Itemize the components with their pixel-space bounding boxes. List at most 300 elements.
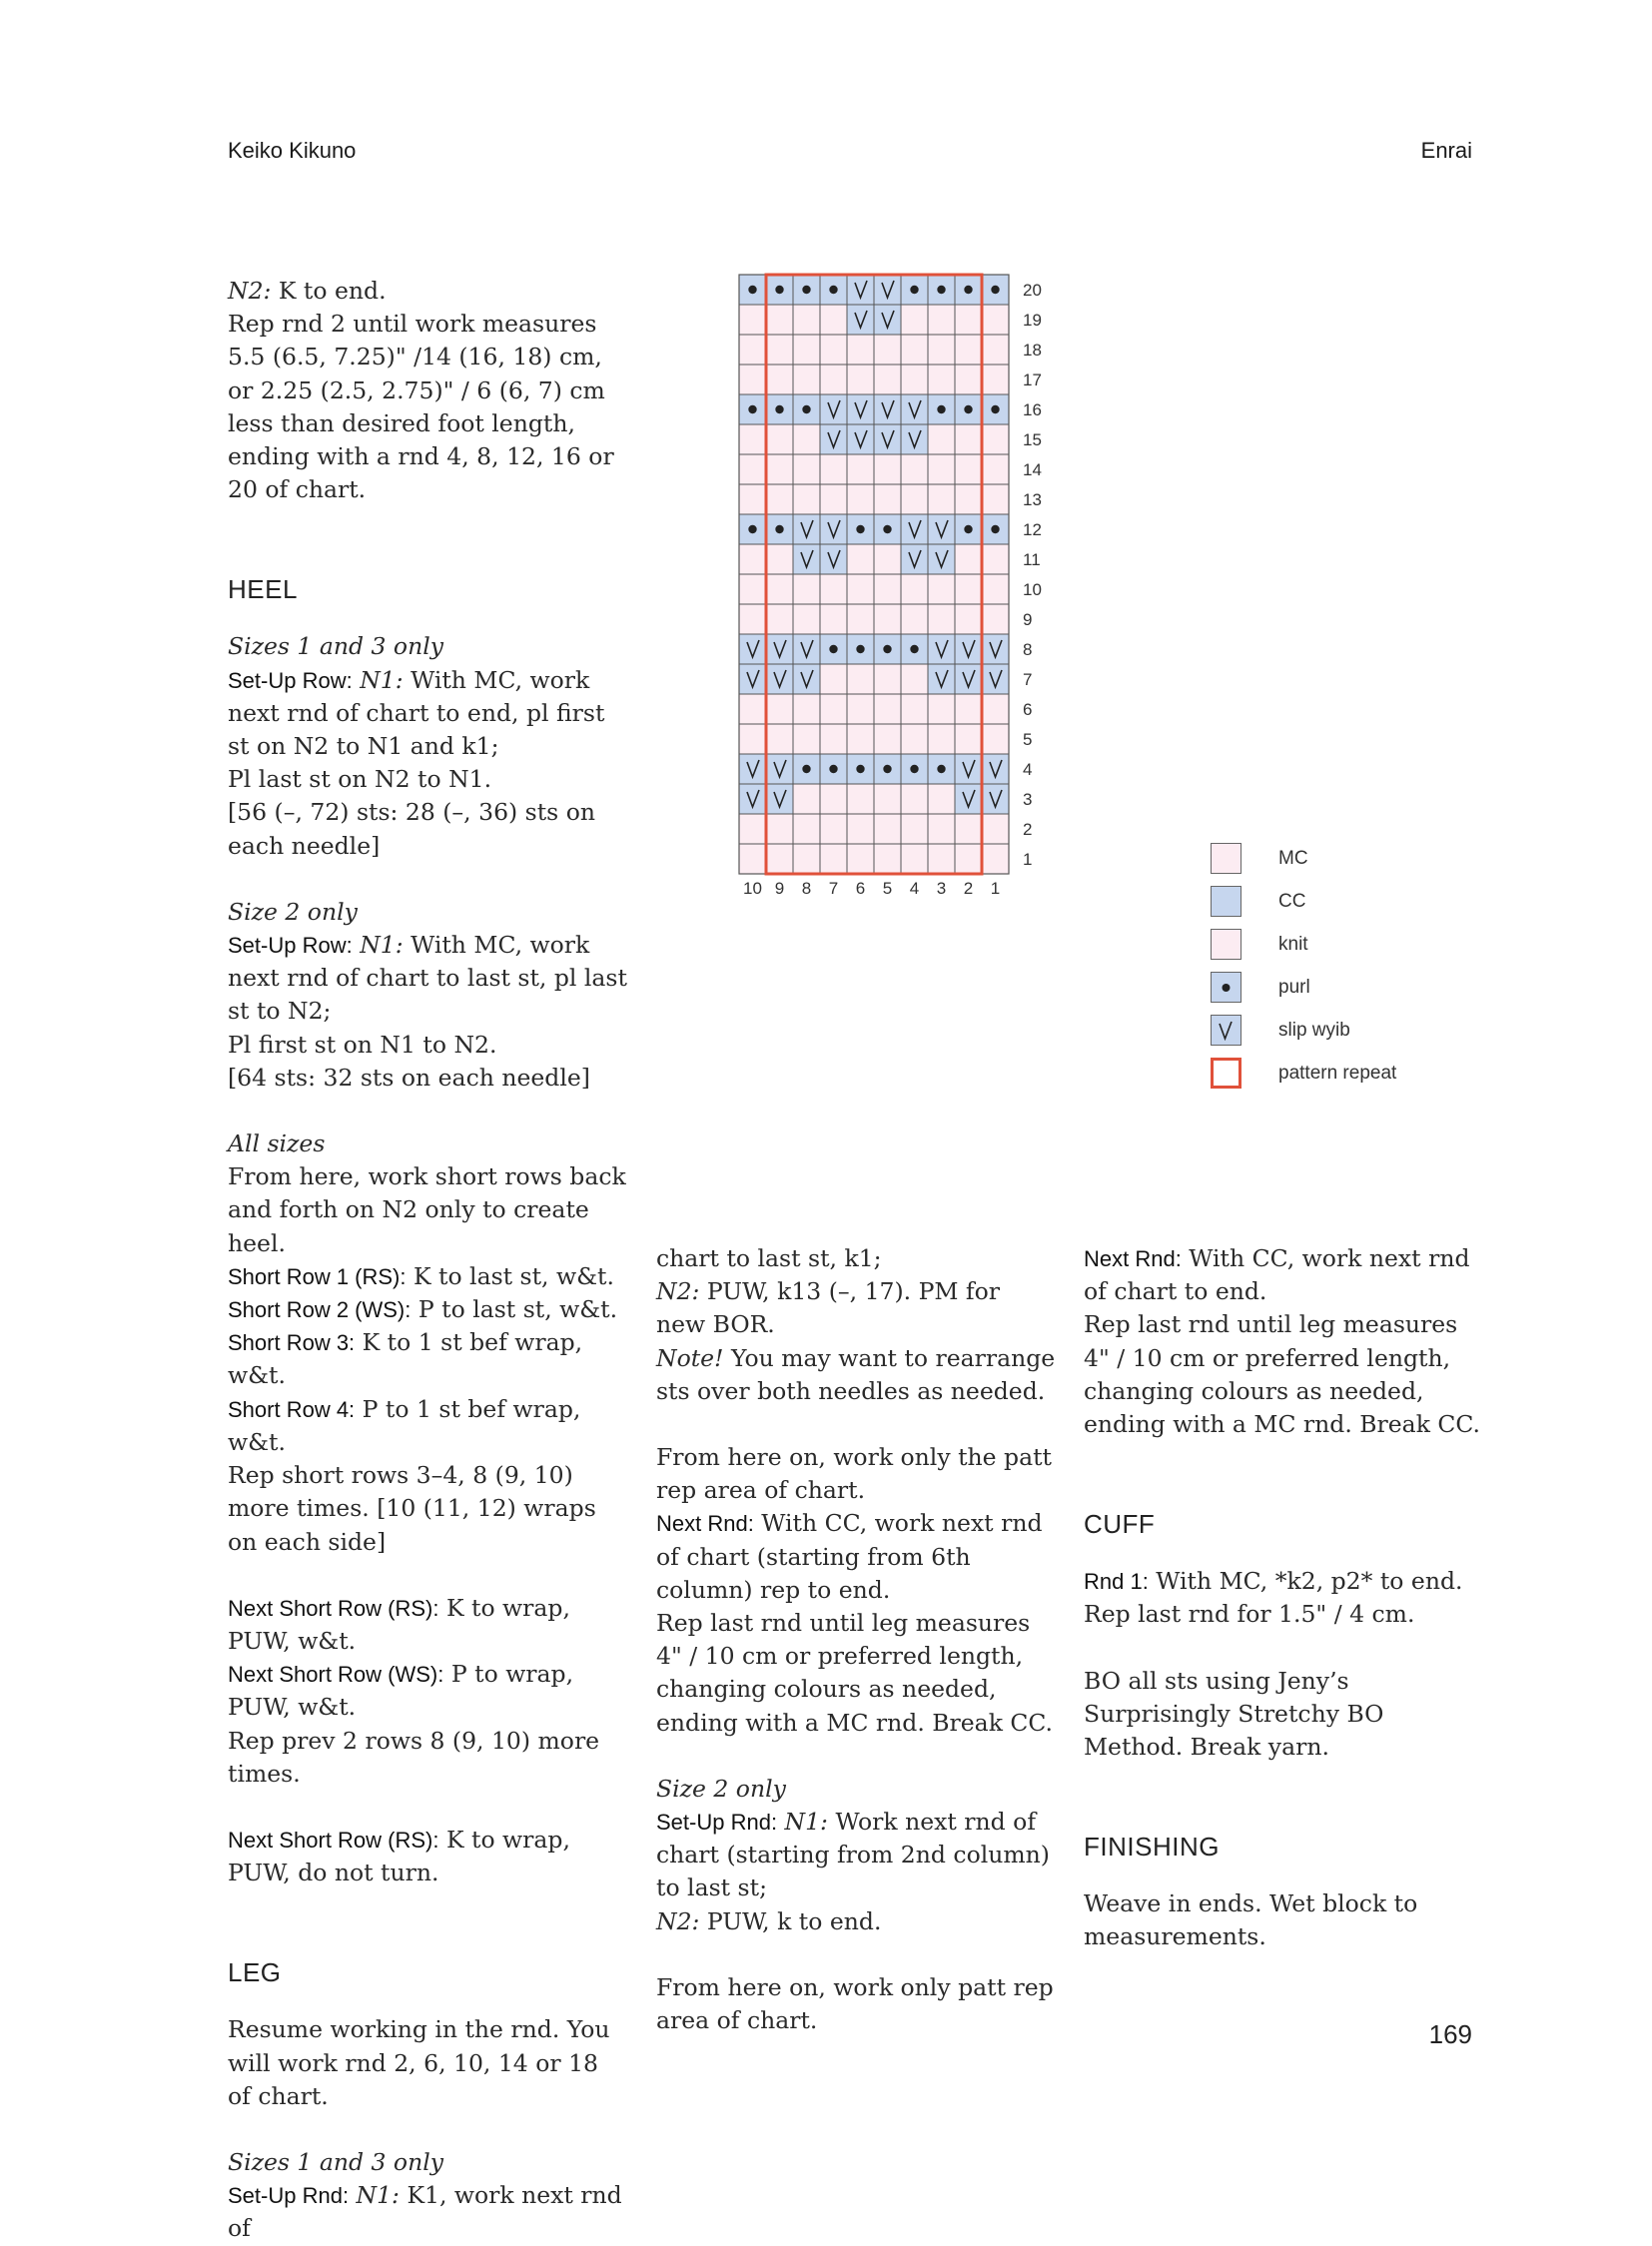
instruction-text: P to wrap, PUW, w&t. xyxy=(228,1660,574,1722)
column-number: 1 xyxy=(990,879,1001,898)
chart-cell xyxy=(901,604,928,634)
chart-cell xyxy=(766,365,793,394)
instruction-text: P to last st, w&t. xyxy=(411,1295,618,1324)
chart-cell xyxy=(928,305,955,335)
chart-cell xyxy=(901,574,928,604)
chart-cell xyxy=(955,424,982,454)
chart-cell xyxy=(901,514,928,544)
chart-cell xyxy=(766,484,793,514)
purl-dot xyxy=(856,525,864,533)
chart-cell xyxy=(820,514,847,544)
chart-cell xyxy=(874,484,901,514)
chart-cell xyxy=(874,365,901,394)
row-number: 17 xyxy=(1023,371,1042,389)
chart-cell xyxy=(847,724,874,754)
chart-cell xyxy=(820,784,847,814)
chart-cell xyxy=(955,365,982,394)
purl-dot xyxy=(775,405,783,413)
row-number: 8 xyxy=(1023,640,1033,659)
chart-cell xyxy=(982,694,1009,724)
instruction-text: Pl first st on N1 to N2. xyxy=(228,1030,497,1059)
purl-dot xyxy=(856,765,864,773)
chart-cell xyxy=(739,365,766,394)
purl-dot xyxy=(883,645,891,653)
chart-cell xyxy=(901,784,928,814)
purl-dot xyxy=(883,765,891,773)
paragraph xyxy=(228,929,627,1029)
chart-cell xyxy=(793,335,820,365)
purl-dot xyxy=(829,645,837,653)
instruction-text: chart to last st, k1; xyxy=(656,1244,882,1272)
row-number: 15 xyxy=(1023,430,1042,449)
column-number: 2 xyxy=(963,879,974,898)
chart-cell xyxy=(820,844,847,874)
chart-cell xyxy=(793,574,820,604)
paragraph xyxy=(656,1806,1056,1905)
legend-label: MC xyxy=(1278,848,1308,869)
chart-cell xyxy=(928,424,955,454)
paragraph xyxy=(228,275,627,308)
chart-cell xyxy=(847,784,874,814)
chart-cell xyxy=(793,514,820,544)
purl-swatch-icon xyxy=(1211,972,1241,1003)
purl-dot xyxy=(802,765,810,773)
chart-cell xyxy=(982,724,1009,754)
heel-heading: HEEL xyxy=(228,574,298,605)
purl-dot xyxy=(991,525,999,533)
chart-cell xyxy=(766,574,793,604)
chart-cell xyxy=(901,844,928,874)
chart-cell xyxy=(928,634,955,664)
instruction-label: Short Row 3: xyxy=(228,1330,356,1356)
needle-label: Note! xyxy=(656,1343,724,1372)
row-number: 13 xyxy=(1023,490,1042,509)
chart-cell xyxy=(982,634,1009,664)
instruction-text: Rep short rows 3–4, 8 (9, 10) more times. [10 (11, 12) wraps on each side] xyxy=(228,1461,596,1556)
chart-cell xyxy=(955,574,982,604)
instruction-text: K1, work next rnd of xyxy=(228,2181,622,2243)
chart-cell xyxy=(874,544,901,574)
chart-cell xyxy=(793,484,820,514)
chart-cell xyxy=(847,814,874,844)
instruction-label: Set-Up Rnd: xyxy=(228,2183,350,2209)
chart-cell xyxy=(820,544,847,574)
chart-cell xyxy=(901,694,928,724)
chart-cell xyxy=(739,754,766,784)
paragraph xyxy=(656,1607,1056,1740)
instruction-label: Next Short Row (WS): xyxy=(228,1662,444,1688)
purl-dot xyxy=(964,405,972,413)
instruction-text: P to 1 st bef wrap, w&t. xyxy=(228,1394,581,1456)
chart-cell xyxy=(847,544,874,574)
instruction-text: Rep rnd 2 until work measures 5.5 (6.5, 7.25)" /14 (16, 18) cm, or 2.25 (2.5, 2.75)" / 6 (6, 7) cm less than desired foot length, ending with a rnd 4, 8, 12, 16 or 20 of chart. xyxy=(228,310,614,504)
chart-cell xyxy=(955,814,982,844)
instruction-label: Short Row 2 (WS): xyxy=(228,1297,412,1323)
instruction-text: With MC, work next rnd of chart to end, pl first st on N2 to N1 and k1; xyxy=(228,665,605,761)
chart-cell xyxy=(955,484,982,514)
chart-cell xyxy=(982,664,1009,694)
paragraph xyxy=(228,308,627,506)
needle-label: N2: xyxy=(656,1906,700,1935)
chart-cell xyxy=(874,574,901,604)
instruction-text: With MC, work next rnd of chart to last st, pl last st to N2; xyxy=(228,931,627,1026)
instruction-text: You may want to rearrange sts over both needles as needed. xyxy=(656,1343,1056,1405)
chart-cell xyxy=(955,634,982,664)
chart-cell xyxy=(955,544,982,574)
leg-heading: LEG xyxy=(228,1957,282,1988)
chart-cell xyxy=(766,634,793,664)
chart-cell xyxy=(982,844,1009,874)
chart-cell xyxy=(766,814,793,844)
needle-label: N1: xyxy=(349,2181,400,2210)
paragraph xyxy=(228,1260,627,1293)
chart-cell xyxy=(955,335,982,365)
chart-cell xyxy=(820,574,847,604)
header-title: Enrai xyxy=(1420,138,1472,163)
column-number: 7 xyxy=(828,879,839,898)
chart-cell xyxy=(847,574,874,604)
chart-cell xyxy=(820,664,847,694)
paragraph xyxy=(228,1725,627,1791)
row-number: 3 xyxy=(1023,790,1033,809)
instruction-label: Next Short Row (RS): xyxy=(228,1827,439,1853)
leg-sizes-1-3-label: Sizes 1 and 3 only xyxy=(228,2147,444,2176)
slip-swatch-icon xyxy=(1211,1015,1241,1046)
instruction-text: PUW, k13 (–, 17). PM for new BOR. xyxy=(656,1277,1001,1339)
instruction-text: K to 1 st bef wrap, w&t. xyxy=(228,1328,583,1390)
chart-cell xyxy=(982,365,1009,394)
chart-cell xyxy=(739,454,766,484)
chart-cell xyxy=(766,694,793,724)
row-number: 9 xyxy=(1023,610,1033,629)
paragraph xyxy=(1084,1598,1483,1631)
legend-item-mc xyxy=(1211,843,1510,877)
chart-cell xyxy=(820,454,847,484)
purl-dot xyxy=(829,286,837,294)
instruction-label: Short Row 1 (RS): xyxy=(228,1263,407,1289)
col2-size-2-label: Size 2 only xyxy=(656,1774,786,1803)
chart-cell xyxy=(766,305,793,335)
chart-cell xyxy=(928,454,955,484)
row-number: 6 xyxy=(1023,700,1033,719)
chart-cell xyxy=(739,724,766,754)
purl-dot xyxy=(937,286,945,294)
purl-dot xyxy=(748,286,756,294)
chart-cell xyxy=(874,275,901,305)
chart-cell xyxy=(766,784,793,814)
chart-cell xyxy=(820,814,847,844)
chart-cell xyxy=(847,394,874,424)
purl-dot xyxy=(991,405,999,413)
column-2 xyxy=(656,1242,1056,2037)
row-number: 16 xyxy=(1023,400,1042,419)
chart-cell xyxy=(766,454,793,484)
chart-cell xyxy=(901,394,928,424)
chart-cell xyxy=(820,335,847,365)
row-number: 20 xyxy=(1023,281,1042,300)
purl-dot xyxy=(775,286,783,294)
chart-cell xyxy=(982,814,1009,844)
chart-cell xyxy=(874,454,901,484)
chart-cell xyxy=(874,394,901,424)
chart-cell xyxy=(793,814,820,844)
chart-cell xyxy=(928,664,955,694)
all-sizes-label: All sizes xyxy=(228,1129,326,1158)
row-number: 5 xyxy=(1023,730,1033,749)
paragraph xyxy=(228,2013,627,2113)
chart-cell xyxy=(874,844,901,874)
chart-cell xyxy=(928,484,955,514)
chart-cell xyxy=(982,484,1009,514)
chart-cell xyxy=(901,544,928,574)
paragraph xyxy=(656,1905,1056,1938)
instruction-text: From here on, work only the patt rep area of chart. xyxy=(656,1443,1052,1505)
chart-cell xyxy=(955,664,982,694)
sizes-1-3-label: Sizes 1 and 3 only xyxy=(228,632,444,661)
chart-cell xyxy=(874,694,901,724)
legend-label: purl xyxy=(1278,977,1310,998)
purl-dot xyxy=(856,645,864,653)
instruction-text: Rep last rnd for 1.5" / 4 cm. xyxy=(1084,1600,1415,1629)
chart-cell xyxy=(739,335,766,365)
chart-cell xyxy=(874,664,901,694)
purl-dot xyxy=(748,405,756,413)
chart-cell xyxy=(793,424,820,454)
row-number: 1 xyxy=(1023,850,1033,869)
paragraph xyxy=(1084,1308,1483,1441)
paragraph xyxy=(656,1342,1056,1408)
chart-cell xyxy=(766,424,793,454)
knitting-chart xyxy=(727,271,1107,1120)
chart-cell xyxy=(820,365,847,394)
chart-cell xyxy=(766,604,793,634)
paragraph xyxy=(228,1459,627,1559)
chart-cell xyxy=(739,844,766,874)
needle-label: N2: xyxy=(656,1277,700,1306)
paragraph xyxy=(656,1971,1056,2037)
knit-swatch-icon xyxy=(1211,929,1241,960)
chart-cell xyxy=(766,335,793,365)
page-number: 169 xyxy=(1428,2019,1472,2049)
repeat-swatch-icon xyxy=(1211,1058,1241,1089)
chart-cell xyxy=(739,484,766,514)
chart-cell xyxy=(874,724,901,754)
chart-cell xyxy=(847,844,874,874)
row-number: 10 xyxy=(1023,580,1042,599)
paragraph xyxy=(228,1160,627,1260)
chart-cell xyxy=(982,754,1009,784)
chart-cell xyxy=(793,454,820,484)
paragraph xyxy=(656,1441,1056,1507)
chart-cell xyxy=(928,574,955,604)
chart-cell xyxy=(901,664,928,694)
chart-cell xyxy=(739,604,766,634)
chart-cell xyxy=(928,814,955,844)
row-number: 11 xyxy=(1023,550,1041,569)
chart-cell xyxy=(739,574,766,604)
instruction-label: Set-Up Row: xyxy=(228,933,353,959)
header-author: Keiko Kikuno xyxy=(228,138,357,163)
paragraph xyxy=(228,664,627,764)
chart-cell xyxy=(901,814,928,844)
chart-cell xyxy=(982,784,1009,814)
cc-swatch-icon xyxy=(1211,886,1241,917)
chart-cell xyxy=(766,724,793,754)
purl-dot xyxy=(991,286,999,294)
legend-label: CC xyxy=(1278,891,1306,912)
paragraph xyxy=(228,1062,627,1095)
chart-cell xyxy=(739,634,766,664)
chart-cell xyxy=(820,484,847,514)
chart-cell xyxy=(982,305,1009,335)
purl-dot xyxy=(910,765,918,773)
chart-cell xyxy=(766,544,793,574)
instruction-text: [64 sts: 32 sts on each needle] xyxy=(228,1063,590,1092)
chart-cell xyxy=(766,664,793,694)
chart-cell xyxy=(847,424,874,454)
chart-cell xyxy=(820,694,847,724)
mc-swatch-icon xyxy=(1211,843,1241,874)
paragraph xyxy=(1084,1665,1483,1765)
needle-label: N1: xyxy=(352,665,404,694)
legend-label: knit xyxy=(1278,934,1308,955)
chart-cell xyxy=(928,784,955,814)
chart-cell xyxy=(955,694,982,724)
chart-cell xyxy=(982,454,1009,484)
chart-cell xyxy=(955,724,982,754)
instruction-text: From here, work short rows back and forth on N2 only to create heel. xyxy=(228,1162,626,1257)
chart-cell xyxy=(955,754,982,784)
instruction-text: Pl last st on N2 to N1. xyxy=(228,765,492,794)
chart-cell xyxy=(793,365,820,394)
instruction-label: Rnd 1: xyxy=(1084,1569,1149,1595)
legend-item-knit xyxy=(1211,929,1510,963)
row-number: 19 xyxy=(1023,311,1042,330)
purl-dot xyxy=(775,525,783,533)
size-2-label: Size 2 only xyxy=(228,897,358,926)
chart-cell xyxy=(901,365,928,394)
instruction-text: Rep last rnd until leg measures 4" / 10 cm or preferred length, changing colours as needed, ending with a MC rnd. Break CC. xyxy=(1084,1310,1480,1439)
chart-cell xyxy=(901,305,928,335)
instruction-label: Next Rnd: xyxy=(1084,1246,1182,1271)
chart-cell xyxy=(766,844,793,874)
column-3 xyxy=(1084,1242,1483,1954)
chart-cell xyxy=(874,784,901,814)
paragraph xyxy=(228,1658,627,1724)
chart-cell xyxy=(955,784,982,814)
chart-cell xyxy=(955,454,982,484)
chart-cell xyxy=(766,754,793,784)
row-number: 4 xyxy=(1023,760,1033,779)
purl-dot xyxy=(910,286,918,294)
instruction-text: With CC, work next rnd of chart (starting from 6th column) rep to end. xyxy=(656,1509,1043,1604)
paragraph xyxy=(228,1293,627,1326)
row-number: 2 xyxy=(1023,820,1033,839)
paragraph xyxy=(1084,1242,1483,1308)
chart-cell xyxy=(739,424,766,454)
instruction-text: With MC, *k2, p2* to end. xyxy=(1148,1567,1463,1596)
instruction-label: Set-Up Row: xyxy=(228,667,353,693)
chart-cell xyxy=(982,424,1009,454)
chart-cell xyxy=(793,724,820,754)
chart-cell xyxy=(847,604,874,634)
chart-cell xyxy=(901,424,928,454)
legend-item-repeat xyxy=(1211,1058,1510,1092)
chart-cell xyxy=(847,305,874,335)
purl-dot xyxy=(802,286,810,294)
needle-label: N1: xyxy=(777,1808,828,1837)
chart-cell xyxy=(793,634,820,664)
chart-cell xyxy=(874,305,901,335)
chart-cell xyxy=(982,335,1009,365)
column-number: 5 xyxy=(882,879,893,898)
chart-cell xyxy=(847,275,874,305)
instruction-text: [56 (–, 72) sts: 28 (–, 36) sts on each needle] xyxy=(228,798,595,860)
chart-cell xyxy=(739,305,766,335)
instruction-text: Weave in ends. Wet block to measurements. xyxy=(1084,1889,1418,1951)
paragraph xyxy=(228,1326,627,1392)
chart-cell xyxy=(982,544,1009,574)
chart-cell xyxy=(928,544,955,574)
row-number: 7 xyxy=(1023,670,1033,689)
chart-cell xyxy=(928,514,955,544)
instruction-text: BO all sts using Jeny’s Surprisingly Stretchy BO Method. Break yarn. xyxy=(1084,1666,1384,1762)
chart-cell xyxy=(901,335,928,365)
chart-cell xyxy=(739,544,766,574)
paragraph xyxy=(1084,1565,1483,1598)
row-number: 12 xyxy=(1023,520,1042,539)
legend-label: slip wyib xyxy=(1278,1020,1350,1041)
chart-cell xyxy=(793,844,820,874)
row-number: 14 xyxy=(1023,460,1042,479)
chart-cell xyxy=(793,544,820,574)
paragraph xyxy=(228,796,627,862)
instruction-text: Work next rnd of chart (starting from 2nd column) to last st; xyxy=(656,1808,1050,1902)
chart-cell xyxy=(820,394,847,424)
purl-dot xyxy=(883,525,891,533)
column-1 xyxy=(228,275,627,2246)
chart-cell xyxy=(739,664,766,694)
paragraph xyxy=(656,1275,1056,1341)
legend-item-slip xyxy=(1211,1015,1510,1049)
chart-cell xyxy=(793,784,820,814)
instruction-text: K to end. xyxy=(271,277,387,305)
column-number: 3 xyxy=(936,879,947,898)
paragraph xyxy=(228,763,627,796)
chart-cell xyxy=(793,664,820,694)
paragraph xyxy=(228,1029,627,1062)
chart-cell xyxy=(874,814,901,844)
paragraph xyxy=(228,1824,627,1889)
chart-cell xyxy=(955,604,982,634)
chart-cell xyxy=(820,604,847,634)
purl-dot xyxy=(937,405,945,413)
legend-item-purl xyxy=(1211,972,1510,1006)
chart-cell xyxy=(955,844,982,874)
paragraph xyxy=(228,1393,627,1459)
chart-cell xyxy=(847,484,874,514)
purl-dot xyxy=(829,765,837,773)
chart-cell xyxy=(820,724,847,754)
chart-cell xyxy=(793,305,820,335)
chart-cell xyxy=(847,664,874,694)
paragraph xyxy=(656,1242,1056,1275)
chart-cell xyxy=(901,454,928,484)
chart-cell xyxy=(793,604,820,634)
instruction-text: K to wrap, PUW, do not turn. xyxy=(228,1825,570,1887)
instruction-text: PUW, k to end. xyxy=(699,1906,882,1935)
legend-item-cc xyxy=(1211,886,1510,920)
